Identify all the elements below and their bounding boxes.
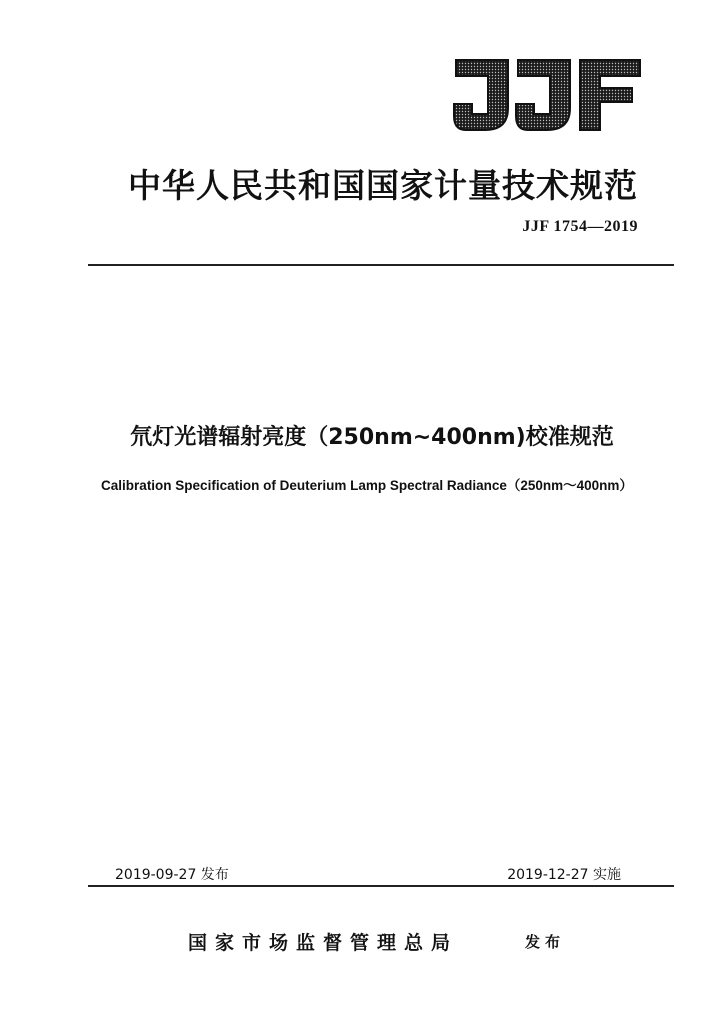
document-title-cn: 氘灯光谱辐射亮度（250nm~400nm)校准规范 <box>130 425 614 450</box>
issuing-authority: 国家市场监督管理总局 <box>188 932 459 954</box>
standard-number: JJF 1754—2019 <box>522 218 638 235</box>
regulation-series-title: 中华人民共和国国家计量技术规范 <box>128 166 638 205</box>
issue-label: 发布 <box>525 933 566 951</box>
footer-divider <box>88 885 674 887</box>
document-title-en: Calibration Specification of Deuterium Lamp Spectral Radiance（250nm～400nm） <box>101 478 633 493</box>
implementation-date: 2019-12-27 实施 <box>507 867 621 883</box>
release-date: 2019-09-27 发布 <box>115 867 229 883</box>
header-divider <box>88 264 674 266</box>
jjf-logo <box>452 56 642 134</box>
